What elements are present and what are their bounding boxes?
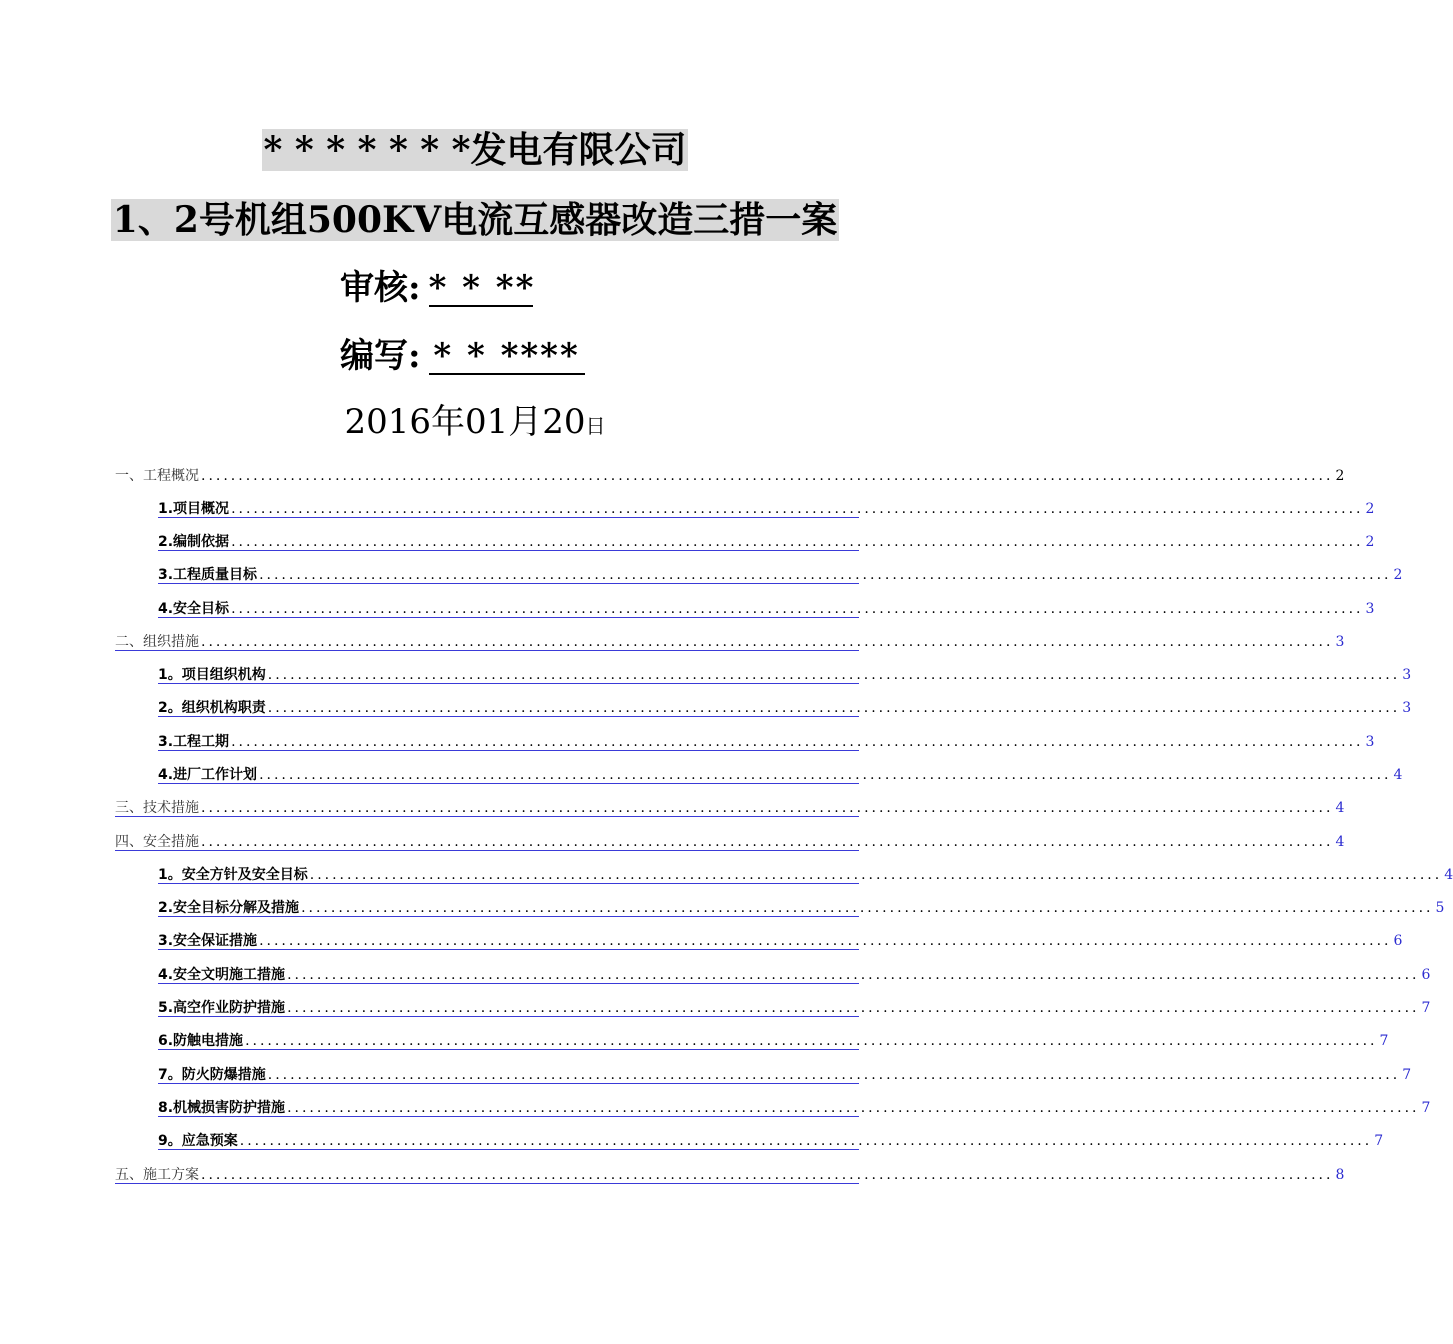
toc-link-underline [158,683,859,684]
toc-link-underline [158,517,859,518]
toc-link-underline [158,949,859,950]
toc-page-number: 3 [1335,634,1345,650]
toc-entry-emergency-plan[interactable] [158,1129,1384,1151]
toc-leader: ........................................................................................................................................................ [231,534,1364,550]
toc-leader: ........................................................................................................................................................ [259,767,1392,783]
toc-leader: ........................................................................................................................................................ [239,1133,1373,1149]
toc-entry-basis[interactable] [158,530,1375,552]
toc-page-number: 3 [1402,700,1412,716]
toc-entry-schedule[interactable] [158,730,1375,752]
toc-entry-label: 9。应急预案 [158,1133,238,1149]
toc-leader: ........................................................................................................................................................ [201,834,1334,850]
toc-page-number: 2 [1365,534,1375,550]
date-day-suffix: 日 [585,414,606,438]
toc-leader: ........................................................................................................................................................ [267,1067,1401,1083]
toc-entry-electric-shock[interactable] [158,1029,1389,1051]
toc-entry-label: 一、工程概况 [115,468,199,484]
toc-entry-safety-assurance[interactable] [158,929,1403,951]
toc-entry-safety-breakdown[interactable] [158,896,1445,918]
toc-leader: ........................................................................................................................................................ [201,468,1334,484]
toc-page-number: 6 [1393,933,1403,949]
project-title [0,196,950,244]
toc-link-underline [115,650,859,651]
toc-leader: ........................................................................................................................................................ [309,867,1443,883]
toc-entry-project-overview[interactable] [158,497,1375,519]
toc-entry-label: 3.工程质量目标 [158,567,258,583]
toc-page-number: 4 [1393,767,1403,783]
toc-entry-safety[interactable] [115,830,1345,852]
project-title-text: 1、2号机组500KV电流互感器改造三措一案 [112,199,838,241]
toc-leader: ........................................................................................................................................................ [201,1167,1334,1183]
toc-entry-label: 6.防触电措施 [158,1033,244,1049]
toc-page-number: 3 [1365,734,1375,750]
toc-link-underline [158,617,859,618]
toc-entry-mechanical-injury[interactable] [158,1096,1431,1118]
toc-leader: ........................................................................................................................................................ [287,967,1420,983]
toc-entry-construction-plan[interactable] [115,1163,1345,1185]
toc-leader: ........................................................................................................................................................ [201,634,1334,650]
toc-link-underline [158,1049,859,1050]
toc-entry-safety-policy[interactable] [158,863,1453,885]
toc-entry-label: 2.编制依据 [158,534,230,550]
toc-page-number: 4 [1335,834,1345,850]
toc-page-number: 6 [1421,967,1431,983]
toc-entry-organization[interactable] [115,630,1345,652]
toc-link-underline [158,983,859,984]
toc-leader: ........................................................................................................................................................ [267,667,1401,683]
toc-page-number: 2 [1365,501,1375,517]
toc-entry-label: 2。组织机构职责 [158,700,266,716]
toc-entry-height-work[interactable] [158,996,1431,1018]
reviewer-label: 审核: [340,268,421,308]
reviewer-line [340,266,536,310]
document-date [0,400,950,448]
reviewer-value: * * ** [428,268,536,308]
toc-link-underline [115,816,859,817]
toc-entry-label: 二、组织措施 [115,634,199,650]
toc-entry-label: 4.安全文明施工措施 [158,967,286,983]
toc-page-number: 7 [1421,1100,1431,1116]
toc-leader: ........................................................................................................................................................ [201,800,1334,816]
toc-entry-label: 1.项目概况 [158,501,230,517]
toc-leader: ........................................................................................................................................................ [301,900,1434,916]
toc-link-underline [158,716,859,717]
toc-link-underline [158,916,859,917]
toc-entry-label: 四、安全措施 [115,834,199,850]
toc-leader: ........................................................................................................................................................ [287,1000,1420,1016]
toc-page-number: 7 [1379,1033,1389,1049]
toc-entry-label: 5.高空作业防护措施 [158,1000,286,1016]
toc-link-underline [158,783,859,784]
toc-entry-org-duties[interactable] [158,696,1412,718]
toc-entry-label: 2.安全目标分解及措施 [158,900,300,916]
toc-entry-engineering-overview[interactable] [115,464,1345,486]
toc-entry-label: 三、技术措施 [115,800,199,816]
toc-leader: ........................................................................................................................................................ [259,933,1392,949]
toc-page-number: 7 [1421,1000,1431,1016]
toc-page-number: 3 [1365,601,1375,617]
toc-leader: ........................................................................................................................................................ [259,567,1392,583]
toc-entry-label: 3.安全保证措施 [158,933,258,949]
toc-link-underline [158,583,859,584]
toc-entry-civilized-construction[interactable] [158,963,1431,985]
toc-link-underline [158,750,859,751]
toc-link-underline [158,1083,859,1084]
toc-entry-label: 4.安全目标 [158,601,230,617]
toc-page-number: 3 [1402,667,1412,683]
toc-leader: ........................................................................................................................................................ [231,601,1364,617]
toc-entry-label: 3.工程工期 [158,734,230,750]
toc-entry-label: 4.进厂工作计划 [158,767,258,783]
toc-leader: ........................................................................................................................................................ [231,501,1364,517]
toc-page-number: 8 [1335,1167,1345,1183]
toc-page-number: 2 [1393,567,1403,583]
toc-link-underline [158,1116,859,1117]
toc-link-underline [158,1149,859,1150]
toc-entry-label: 1。项目组织机构 [158,667,266,683]
toc-page-number: 4 [1335,800,1345,816]
toc-link-underline [115,1183,859,1184]
company-name-text: * * * * * * *发电有限公司 [263,129,687,171]
toc-link-underline [158,883,859,884]
toc-leader: ........................................................................................................................................................ [231,734,1364,750]
toc-page-number: 2 [1335,468,1345,484]
date-main: 2016年01月20 [344,402,586,442]
author-line [340,334,585,378]
toc-entry-safety-goal[interactable] [158,597,1375,619]
toc-link-underline [158,1016,859,1017]
author-label: 编写: [340,336,421,376]
toc-entry-label: 7。防火防爆措施 [158,1067,266,1083]
toc-page-number: 5 [1435,900,1445,916]
toc-entry-work-plan[interactable] [158,763,1403,785]
toc-page-number: 7 [1374,1133,1384,1149]
toc-entry-label: 五、施工方案 [115,1167,199,1183]
toc-leader: ........................................................................................................................................................ [245,1033,1378,1049]
toc-leader: ........................................................................................................................................................ [287,1100,1420,1116]
toc-page-number: 4 [1444,867,1453,883]
toc-leader: ........................................................................................................................................................ [267,700,1401,716]
toc-link-underline [115,850,859,851]
toc-entry-label: 1。安全方针及安全目标 [158,867,308,883]
author-value: * * **** [429,339,585,375]
toc-entry-label: 8.机械损害防护措施 [158,1100,286,1116]
toc-entry-quality-goal[interactable] [158,563,1403,585]
toc-entry-fire-explosion[interactable] [158,1063,1412,1085]
toc-page-number: 7 [1402,1067,1412,1083]
toc-link-underline [158,550,859,551]
company-name [0,126,950,174]
toc-entry-org-structure[interactable] [158,663,1412,685]
toc-entry-technical[interactable] [115,796,1345,818]
